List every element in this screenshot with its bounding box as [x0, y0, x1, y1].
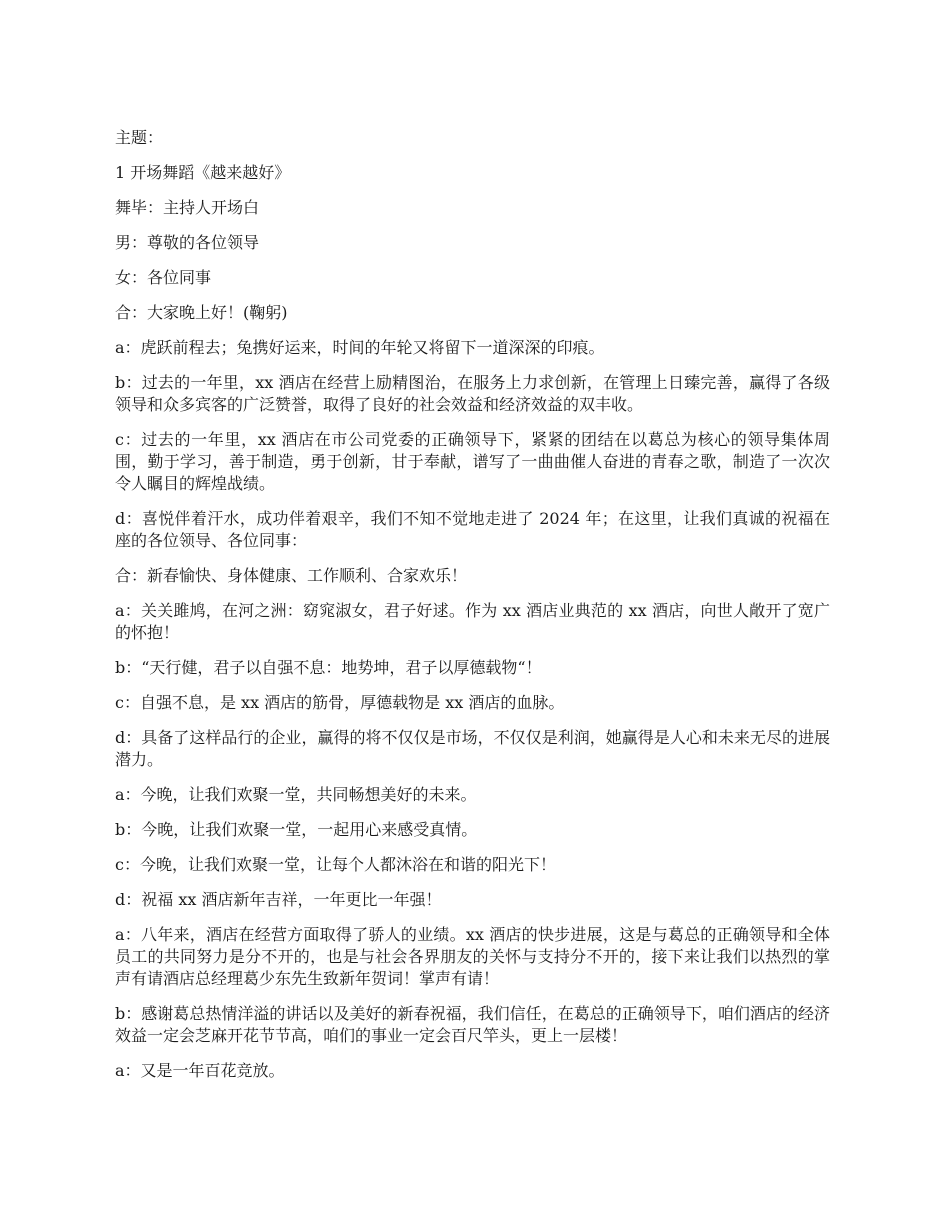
paragraph-d-1: d：喜悦伴着汗水，成功伴着艰辛，我们不知不觉地走进了 2024 年；在这里，让我们真诚的祝福在座的各位领导、各位同事： [115, 509, 830, 550]
paragraph-b-2: b：“天行健，君子以自强不息：地势坤，君子以厚德载物“！ [115, 658, 542, 677]
paragraph-a-3: a：今晚，让我们欢聚一堂，共同畅想美好的未来。 [115, 785, 477, 804]
paragraph-d-2: d：具备了这样品行的企业，赢得的将不仅仅是市场，不仅仅是利润，她赢得是人心和未来无尽的进展潜力。 [115, 728, 830, 769]
paragraph-a-2: a：关关雎鸠，在河之洲：窈窕淑女，君子好逑。作为 xx 酒店业典范的 xx 酒店，向世人敞开了宽广的怀抱！ [115, 601, 830, 642]
paragraph-female-line: 女：各位同事 [115, 268, 212, 287]
paragraph-c-3: c：今晚，让我们欢聚一堂，让每个人都沐浴在和谐的阳光下！ [115, 855, 556, 874]
paragraph-c-1: c：过去的一年里，xx 酒店在市公司党委的正确领导下，紧紧的团结在以葛总为核心的领导集体周围，勤于学习，善于制造，勇于创新，甘于奉献，谱写了一曲曲催人奋进的青春之歌，制造了一次次令人瞩目的辉煌战绩。 [115, 430, 830, 493]
paragraph-male-line: 男：尊敬的各位领导 [115, 233, 260, 252]
paragraph-b-4: b：感谢葛总热情洋溢的讲话以及美好的新春祝福，我们信任，在葛总的正确领导下，咱们酒店的经济效益一定会芝麻开花节节高，咱们的事业一定会百尺竿头，更上一层楼！ [115, 1004, 830, 1045]
paragraph-host-opening: 舞毕：主持人开场白 [115, 198, 260, 217]
paragraph-a-4: a：八年来，酒店在经营方面取得了骄人的业绩。xx 酒店的快步进展，这是与葛总的正确领导和全体员工的共同努力是分不开的，也是与社会各界朋友的关怀与支持分不开的，接下来让我们以热烈的掌声有请酒店总经理葛少东先生致新年贺词！掌声有请！ [115, 925, 830, 988]
paragraph-together-2: 合：新春愉快、身体健康、工作顺利、合家欢乐！ [115, 566, 468, 585]
paragraph-a-1: a：虎跃前程去；兔携好运来，时间的年轮又将留下一道深深的印痕。 [115, 338, 605, 357]
paragraph-b-3: b：今晚，让我们欢聚一堂，一起用心来感受真情。 [115, 820, 478, 839]
paragraph-b-1: b：过去的一年里，xx 酒店在经营上励精图治，在服务上力求创新，在管理上日臻完善，赢得了各级领导和众多宾客的广泛赞誉，取得了良好的社会效益和经济效益的双丰收。 [115, 373, 830, 414]
paragraph-d-3: d：祝福 xx 酒店新年吉祥，一年更比一年强！ [115, 890, 442, 909]
paragraph-topic: 主题： [115, 128, 164, 147]
paragraph-opening-dance: 1 开场舞蹈《越来越好》 [115, 163, 291, 182]
document-body [115, 127, 830, 1095]
paragraph-c-2: c：自强不息，是 xx 酒店的筋骨，厚德载物是 xx 酒店的血脉。 [115, 693, 565, 712]
paragraph-together-line: 合：大家晚上好！(鞠躬) [115, 303, 288, 322]
paragraph-a-5: a：又是一年百花竞放。 [115, 1061, 285, 1080]
